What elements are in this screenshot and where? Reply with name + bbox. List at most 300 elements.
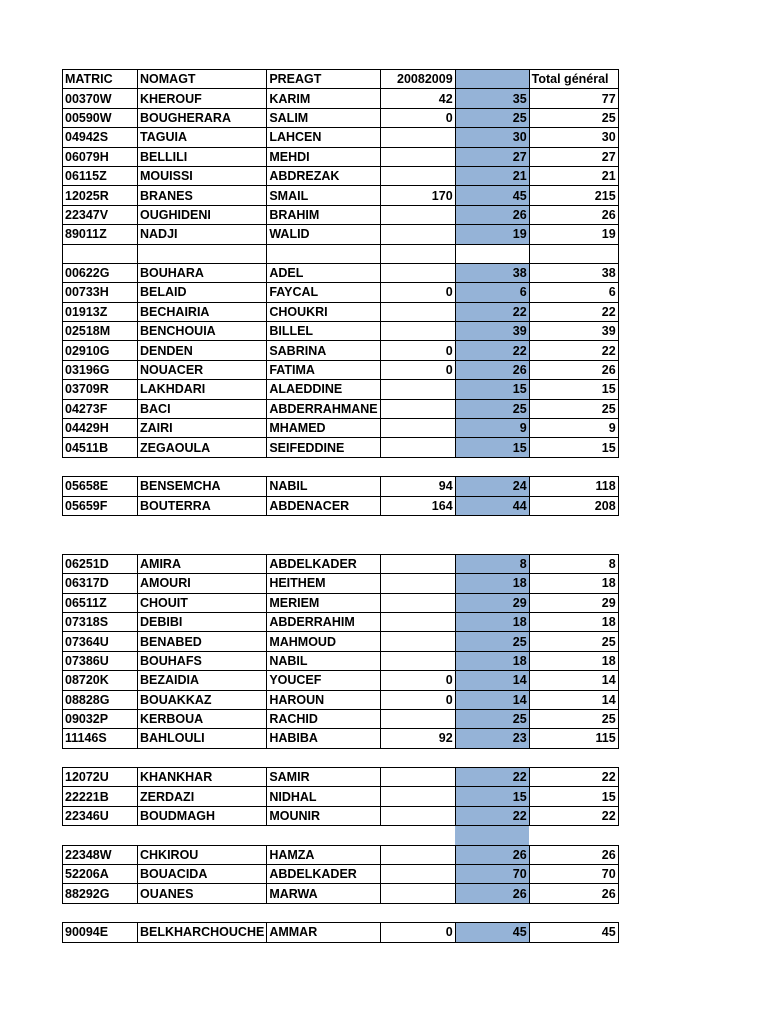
matric-cell[interactable]: 00622G xyxy=(63,263,138,282)
preagt-cell[interactable] xyxy=(267,826,380,845)
value-cell[interactable]: 15 xyxy=(455,438,529,457)
nomagt-cell[interactable] xyxy=(138,748,267,767)
header-cell-matric[interactable]: MATRIC xyxy=(63,70,138,89)
matric-cell[interactable]: 08720K xyxy=(63,671,138,690)
year-cell[interactable]: 0 xyxy=(380,360,455,379)
total-cell[interactable] xyxy=(529,903,618,922)
header-cell-total[interactable]: Total général xyxy=(529,70,618,89)
nomagt-cell[interactable]: BACI xyxy=(138,399,267,418)
matric-cell[interactable]: 00370W xyxy=(63,89,138,108)
total-cell[interactable]: 25 xyxy=(529,399,618,418)
nomagt-cell[interactable] xyxy=(138,535,267,554)
total-cell[interactable]: 70 xyxy=(529,865,618,884)
preagt-cell[interactable] xyxy=(267,748,380,767)
matric-cell[interactable]: 07386U xyxy=(63,651,138,670)
nomagt-cell[interactable]: AMOURI xyxy=(138,574,267,593)
year-cell[interactable]: 94 xyxy=(380,477,455,496)
matric-cell[interactable]: 90094E xyxy=(63,923,138,942)
table-row xyxy=(63,128,619,147)
header-cell-blank[interactable] xyxy=(455,70,529,89)
matric-cell[interactable]: 88292G xyxy=(63,884,138,903)
matric-cell[interactable] xyxy=(63,515,138,534)
year-cell[interactable]: 0 xyxy=(380,671,455,690)
value-cell[interactable] xyxy=(455,826,529,845)
table-row xyxy=(63,419,619,438)
value-cell[interactable] xyxy=(455,457,529,476)
year-cell[interactable] xyxy=(380,845,455,864)
total-cell[interactable]: 45 xyxy=(529,923,618,942)
spacer-row xyxy=(63,535,619,554)
table-row xyxy=(63,380,619,399)
matric-cell[interactable]: 04273F xyxy=(63,399,138,418)
total-cell[interactable] xyxy=(529,535,618,554)
value-cell[interactable]: 70 xyxy=(455,865,529,884)
preagt-cell[interactable]: MOUNIR xyxy=(267,806,380,825)
matric-cell[interactable]: 06115Z xyxy=(63,166,138,185)
nomagt-cell[interactable]: AMIRA xyxy=(138,554,267,573)
year-cell[interactable] xyxy=(380,748,455,767)
total-cell[interactable]: 25 xyxy=(529,632,618,651)
preagt-cell[interactable]: MEHDI xyxy=(267,147,380,166)
table-row xyxy=(63,283,619,302)
matric-cell[interactable]: 05658E xyxy=(63,477,138,496)
total-cell[interactable]: 38 xyxy=(529,263,618,282)
year-cell[interactable] xyxy=(380,205,455,224)
preagt-cell[interactable]: SAMIR xyxy=(267,768,380,787)
preagt-cell[interactable] xyxy=(267,515,380,534)
value-cell[interactable] xyxy=(455,244,529,263)
matric-cell[interactable]: 03709R xyxy=(63,380,138,399)
table-row xyxy=(63,89,619,108)
year-cell[interactable]: 0 xyxy=(380,283,455,302)
year-cell[interactable]: 0 xyxy=(380,108,455,127)
year-cell[interactable] xyxy=(380,903,455,922)
year-cell[interactable] xyxy=(380,147,455,166)
total-cell[interactable]: 22 xyxy=(529,806,618,825)
year-cell[interactable] xyxy=(380,593,455,612)
nomagt-cell[interactable]: BELLILI xyxy=(138,147,267,166)
total-cell[interactable]: 25 xyxy=(529,108,618,127)
year-cell[interactable] xyxy=(380,128,455,147)
total-cell[interactable]: 29 xyxy=(529,593,618,612)
total-cell[interactable] xyxy=(529,515,618,534)
header-cell-nomagt[interactable]: NOMAGT xyxy=(138,70,267,89)
year-cell[interactable] xyxy=(380,806,455,825)
preagt-cell[interactable]: KARIM xyxy=(267,89,380,108)
preagt-cell[interactable]: HAROUN xyxy=(267,690,380,709)
value-cell[interactable]: 14 xyxy=(455,690,529,709)
year-cell[interactable] xyxy=(380,865,455,884)
preagt-cell[interactable]: YOUCEF xyxy=(267,671,380,690)
total-cell[interactable] xyxy=(529,748,618,767)
spacer-row xyxy=(63,515,619,534)
value-cell[interactable]: 30 xyxy=(455,128,529,147)
matric-cell[interactable]: 05659F xyxy=(63,496,138,515)
total-cell[interactable]: 9 xyxy=(529,419,618,438)
nomagt-cell[interactable] xyxy=(138,244,267,263)
total-cell[interactable]: 18 xyxy=(529,574,618,593)
matric-cell[interactable]: 02910G xyxy=(63,341,138,360)
nomagt-cell[interactable]: BEZAIDIA xyxy=(138,671,267,690)
value-cell[interactable]: 25 xyxy=(455,632,529,651)
nomagt-cell[interactable]: OUGHIDENI xyxy=(138,205,267,224)
year-cell[interactable] xyxy=(380,709,455,728)
year-cell[interactable] xyxy=(380,399,455,418)
value-cell[interactable]: 14 xyxy=(455,671,529,690)
table-row xyxy=(63,477,619,496)
preagt-cell[interactable] xyxy=(267,535,380,554)
table-row xyxy=(63,205,619,224)
year-cell[interactable] xyxy=(380,438,455,457)
nomagt-cell[interactable]: BENSEMCHA xyxy=(138,477,267,496)
matric-cell[interactable]: 00733H xyxy=(63,283,138,302)
table-row xyxy=(63,787,619,806)
nomagt-cell[interactable]: NOUACER xyxy=(138,360,267,379)
nomagt-cell[interactable]: ZERDAZI xyxy=(138,787,267,806)
year-cell[interactable]: 42 xyxy=(380,89,455,108)
total-cell[interactable]: 22 xyxy=(529,302,618,321)
value-cell[interactable]: 23 xyxy=(455,729,529,748)
total-cell[interactable] xyxy=(529,244,618,263)
value-cell[interactable]: 29 xyxy=(455,593,529,612)
value-cell[interactable]: 26 xyxy=(455,360,529,379)
value-cell[interactable]: 24 xyxy=(455,477,529,496)
preagt-cell[interactable]: MERIEM xyxy=(267,593,380,612)
matric-cell[interactable]: 00590W xyxy=(63,108,138,127)
value-cell[interactable]: 19 xyxy=(455,225,529,244)
year-cell[interactable]: 170 xyxy=(380,186,455,205)
nomagt-cell[interactable]: ZEGAOULA xyxy=(138,438,267,457)
preagt-cell[interactable] xyxy=(267,457,380,476)
nomagt-cell[interactable] xyxy=(138,457,267,476)
spacer-row xyxy=(63,244,619,263)
total-cell[interactable]: 14 xyxy=(529,671,618,690)
preagt-cell[interactable]: AMMAR xyxy=(267,923,380,942)
table-row xyxy=(63,709,619,728)
year-cell[interactable]: 0 xyxy=(380,923,455,942)
year-cell[interactable] xyxy=(380,535,455,554)
matric-cell[interactable]: 06079H xyxy=(63,147,138,166)
nomagt-cell[interactable]: KHEROUF xyxy=(138,89,267,108)
matric-cell[interactable]: 22348W xyxy=(63,845,138,864)
nomagt-cell[interactable]: BOUHARA xyxy=(138,263,267,282)
value-cell[interactable]: 9 xyxy=(455,419,529,438)
matric-cell[interactable]: 12025R xyxy=(63,186,138,205)
matric-cell[interactable]: 07364U xyxy=(63,632,138,651)
header-cell-year[interactable]: 20082009 xyxy=(380,70,455,89)
table-row xyxy=(63,360,619,379)
preagt-cell[interactable]: NIDHAL xyxy=(267,787,380,806)
preagt-cell[interactable]: ABDERRAHMANE xyxy=(267,399,380,418)
preagt-cell[interactable] xyxy=(267,244,380,263)
value-cell[interactable]: 45 xyxy=(455,923,529,942)
nomagt-cell[interactable]: OUANES xyxy=(138,884,267,903)
nomagt-cell[interactable]: BOUAKKAZ xyxy=(138,690,267,709)
preagt-cell[interactable]: NABIL xyxy=(267,477,380,496)
sheet-body xyxy=(63,70,619,943)
total-cell[interactable]: 26 xyxy=(529,884,618,903)
preagt-cell[interactable]: ADEL xyxy=(267,263,380,282)
total-cell[interactable]: 26 xyxy=(529,845,618,864)
table-row xyxy=(63,186,619,205)
year-cell[interactable] xyxy=(380,884,455,903)
nomagt-cell[interactable]: BOUGHERARA xyxy=(138,108,267,127)
year-cell[interactable] xyxy=(380,826,455,845)
matric-cell[interactable] xyxy=(63,748,138,767)
value-cell[interactable]: 18 xyxy=(455,574,529,593)
nomagt-cell[interactable]: BRANES xyxy=(138,186,267,205)
table-row xyxy=(63,263,619,282)
nomagt-cell[interactable]: CHKIROU xyxy=(138,845,267,864)
value-cell[interactable]: 44 xyxy=(455,496,529,515)
matric-cell[interactable]: 04942S xyxy=(63,128,138,147)
nomagt-cell[interactable]: BOUTERRA xyxy=(138,496,267,515)
year-cell[interactable] xyxy=(380,574,455,593)
preagt-cell[interactable]: FAYCAL xyxy=(267,283,380,302)
nomagt-cell[interactable] xyxy=(138,515,267,534)
value-cell[interactable] xyxy=(455,748,529,767)
preagt-cell[interactable]: HABIBA xyxy=(267,729,380,748)
value-cell[interactable]: 15 xyxy=(455,787,529,806)
value-cell[interactable]: 22 xyxy=(455,806,529,825)
value-cell[interactable]: 25 xyxy=(455,399,529,418)
matric-cell[interactable]: 03196G xyxy=(63,360,138,379)
preagt-cell[interactable]: MARWA xyxy=(267,884,380,903)
total-cell[interactable]: 8 xyxy=(529,554,618,573)
year-cell[interactable] xyxy=(380,554,455,573)
total-cell[interactable]: 14 xyxy=(529,690,618,709)
total-cell[interactable]: 22 xyxy=(529,768,618,787)
value-cell[interactable]: 22 xyxy=(455,341,529,360)
year-cell[interactable] xyxy=(380,651,455,670)
year-cell[interactable] xyxy=(380,457,455,476)
nomagt-cell[interactable]: BAHLOULI xyxy=(138,729,267,748)
year-cell[interactable] xyxy=(380,263,455,282)
nomagt-cell[interactable]: ZAIRI xyxy=(138,419,267,438)
value-cell[interactable]: 6 xyxy=(455,283,529,302)
value-cell[interactable]: 25 xyxy=(455,108,529,127)
total-cell[interactable]: 39 xyxy=(529,322,618,341)
nomagt-cell[interactable]: BELKHARCHOUCHE xyxy=(138,923,267,942)
value-cell[interactable]: 21 xyxy=(455,166,529,185)
value-cell[interactable]: 27 xyxy=(455,147,529,166)
table-row xyxy=(63,651,619,670)
nomagt-cell[interactable]: KERBOUA xyxy=(138,709,267,728)
preagt-cell[interactable] xyxy=(267,903,380,922)
matric-cell[interactable]: 12072U xyxy=(63,768,138,787)
nomagt-cell[interactable]: BOUDMAGH xyxy=(138,806,267,825)
nomagt-cell[interactable]: BELAID xyxy=(138,283,267,302)
year-cell[interactable] xyxy=(380,322,455,341)
preagt-cell[interactable]: WALID xyxy=(267,225,380,244)
total-cell[interactable]: 77 xyxy=(529,89,618,108)
table-row xyxy=(63,671,619,690)
year-cell[interactable] xyxy=(380,612,455,631)
total-cell[interactable]: 6 xyxy=(529,283,618,302)
nomagt-cell[interactable]: BECHAIRIA xyxy=(138,302,267,321)
matric-cell[interactable]: 22221B xyxy=(63,787,138,806)
year-cell[interactable] xyxy=(380,515,455,534)
year-cell[interactable] xyxy=(380,225,455,244)
preagt-cell[interactable]: BILLEL xyxy=(267,322,380,341)
year-cell[interactable]: 164 xyxy=(380,496,455,515)
value-cell[interactable]: 26 xyxy=(455,884,529,903)
total-cell[interactable]: 15 xyxy=(529,787,618,806)
year-cell[interactable] xyxy=(380,768,455,787)
table-row xyxy=(63,108,619,127)
preagt-cell[interactable]: CHOUKRI xyxy=(267,302,380,321)
year-cell[interactable] xyxy=(380,302,455,321)
matric-cell[interactable] xyxy=(63,244,138,263)
nomagt-cell[interactable] xyxy=(138,826,267,845)
total-cell[interactable]: 15 xyxy=(529,380,618,399)
year-cell[interactable]: 92 xyxy=(380,729,455,748)
table-row xyxy=(63,884,619,903)
nomagt-cell[interactable]: DENDEN xyxy=(138,341,267,360)
table-row xyxy=(63,845,619,864)
preagt-cell[interactable]: BRAHIM xyxy=(267,205,380,224)
value-cell[interactable]: 15 xyxy=(455,380,529,399)
matric-cell[interactable]: 22346U xyxy=(63,806,138,825)
preagt-cell[interactable]: SMAIL xyxy=(267,186,380,205)
matric-cell[interactable]: 06511Z xyxy=(63,593,138,612)
nomagt-cell[interactable]: BOUACIDA xyxy=(138,865,267,884)
header-row xyxy=(63,70,619,89)
matric-cell[interactable] xyxy=(63,826,138,845)
table-row xyxy=(63,768,619,787)
matric-cell[interactable]: 04511B xyxy=(63,438,138,457)
nomagt-cell[interactable] xyxy=(138,903,267,922)
value-cell[interactable]: 25 xyxy=(455,709,529,728)
preagt-cell[interactable]: MAHMOUD xyxy=(267,632,380,651)
preagt-cell[interactable]: SABRINA xyxy=(267,341,380,360)
header-cell-preagt[interactable]: PREAGT xyxy=(267,70,380,89)
nomagt-cell[interactable]: BOUHAFS xyxy=(138,651,267,670)
nomagt-cell[interactable]: BENCHOUIA xyxy=(138,322,267,341)
total-cell[interactable]: 118 xyxy=(529,477,618,496)
value-cell[interactable]: 18 xyxy=(455,651,529,670)
total-cell[interactable] xyxy=(529,457,618,476)
preagt-cell[interactable]: ABDREZAK xyxy=(267,166,380,185)
matric-cell[interactable]: 07318S xyxy=(63,612,138,631)
value-cell[interactable]: 22 xyxy=(455,302,529,321)
matric-cell[interactable] xyxy=(63,457,138,476)
preagt-cell[interactable]: ABDELKADER xyxy=(267,865,380,884)
total-cell[interactable]: 208 xyxy=(529,496,618,515)
matric-cell[interactable]: 06251D xyxy=(63,554,138,573)
preagt-cell[interactable]: ABDELKADER xyxy=(267,554,380,573)
preagt-cell[interactable]: SALIM xyxy=(267,108,380,127)
value-cell[interactable]: 22 xyxy=(455,768,529,787)
total-cell[interactable]: 215 xyxy=(529,186,618,205)
nomagt-cell[interactable]: KHANKHAR xyxy=(138,768,267,787)
preagt-cell[interactable]: ABDERRAHIM xyxy=(267,612,380,631)
matric-cell[interactable]: 06317D xyxy=(63,574,138,593)
preagt-cell[interactable]: SEIFEDDINE xyxy=(267,438,380,457)
matric-cell[interactable]: 04429H xyxy=(63,419,138,438)
preagt-cell[interactable]: ALAEDDINE xyxy=(267,380,380,399)
value-cell[interactable]: 45 xyxy=(455,186,529,205)
nomagt-cell[interactable]: DEBIBI xyxy=(138,612,267,631)
nomagt-cell[interactable]: CHOUIT xyxy=(138,593,267,612)
year-cell[interactable] xyxy=(380,419,455,438)
matric-cell[interactable]: 52206A xyxy=(63,865,138,884)
preagt-cell[interactable]: FATIMA xyxy=(267,360,380,379)
nomagt-cell[interactable]: BENABED xyxy=(138,632,267,651)
value-cell[interactable]: 26 xyxy=(455,205,529,224)
value-cell[interactable]: 26 xyxy=(455,845,529,864)
spacer-row xyxy=(63,903,619,922)
preagt-cell[interactable]: RACHID xyxy=(267,709,380,728)
table-row xyxy=(63,865,619,884)
total-cell[interactable]: 27 xyxy=(529,147,618,166)
value-cell[interactable] xyxy=(455,535,529,554)
total-cell[interactable]: 21 xyxy=(529,166,618,185)
total-cell[interactable]: 15 xyxy=(529,438,618,457)
preagt-cell[interactable]: NABIL xyxy=(267,651,380,670)
year-cell[interactable] xyxy=(380,166,455,185)
value-cell[interactable] xyxy=(455,515,529,534)
year-cell[interactable]: 0 xyxy=(380,341,455,360)
table-row xyxy=(63,554,619,573)
nomagt-cell[interactable]: TAGUIA xyxy=(138,128,267,147)
table-row xyxy=(63,612,619,631)
preagt-cell[interactable]: ABDENACER xyxy=(267,496,380,515)
year-cell[interactable] xyxy=(380,632,455,651)
total-cell[interactable]: 25 xyxy=(529,709,618,728)
total-cell[interactable]: 26 xyxy=(529,360,618,379)
total-cell[interactable]: 18 xyxy=(529,651,618,670)
matric-cell[interactable]: 11146S xyxy=(63,729,138,748)
matric-cell[interactable] xyxy=(63,903,138,922)
nomagt-cell[interactable]: NADJI xyxy=(138,225,267,244)
year-cell[interactable] xyxy=(380,244,455,263)
value-cell[interactable]: 39 xyxy=(455,322,529,341)
nomagt-cell[interactable]: MOUISSI xyxy=(138,166,267,185)
preagt-cell[interactable]: LAHCEN xyxy=(267,128,380,147)
matric-cell[interactable] xyxy=(63,535,138,554)
value-cell[interactable]: 18 xyxy=(455,612,529,631)
total-cell[interactable]: 26 xyxy=(529,205,618,224)
table-row xyxy=(63,574,619,593)
total-cell[interactable]: 22 xyxy=(529,341,618,360)
total-cell[interactable]: 18 xyxy=(529,612,618,631)
total-cell[interactable]: 115 xyxy=(529,729,618,748)
table-row xyxy=(63,496,619,515)
total-cell[interactable]: 30 xyxy=(529,128,618,147)
preagt-cell[interactable]: HEITHEM xyxy=(267,574,380,593)
year-cell[interactable] xyxy=(380,380,455,399)
preagt-cell[interactable]: HAMZA xyxy=(267,845,380,864)
matric-cell[interactable]: 89011Z xyxy=(63,225,138,244)
spacer-row xyxy=(63,457,619,476)
value-cell[interactable]: 35 xyxy=(455,89,529,108)
total-cell[interactable] xyxy=(529,826,618,845)
preagt-cell[interactable]: MHAMED xyxy=(267,419,380,438)
value-cell[interactable]: 8 xyxy=(455,554,529,573)
year-cell[interactable]: 0 xyxy=(380,690,455,709)
year-cell[interactable] xyxy=(380,787,455,806)
matric-cell[interactable]: 01913Z xyxy=(63,302,138,321)
matric-cell[interactable]: 08828G xyxy=(63,690,138,709)
total-cell[interactable]: 19 xyxy=(529,225,618,244)
matric-cell[interactable]: 09032P xyxy=(63,709,138,728)
value-cell[interactable] xyxy=(455,903,529,922)
value-cell[interactable]: 38 xyxy=(455,263,529,282)
matric-cell[interactable]: 02518M xyxy=(63,322,138,341)
nomagt-cell[interactable]: LAKHDARI xyxy=(138,380,267,399)
matric-cell[interactable]: 22347V xyxy=(63,205,138,224)
